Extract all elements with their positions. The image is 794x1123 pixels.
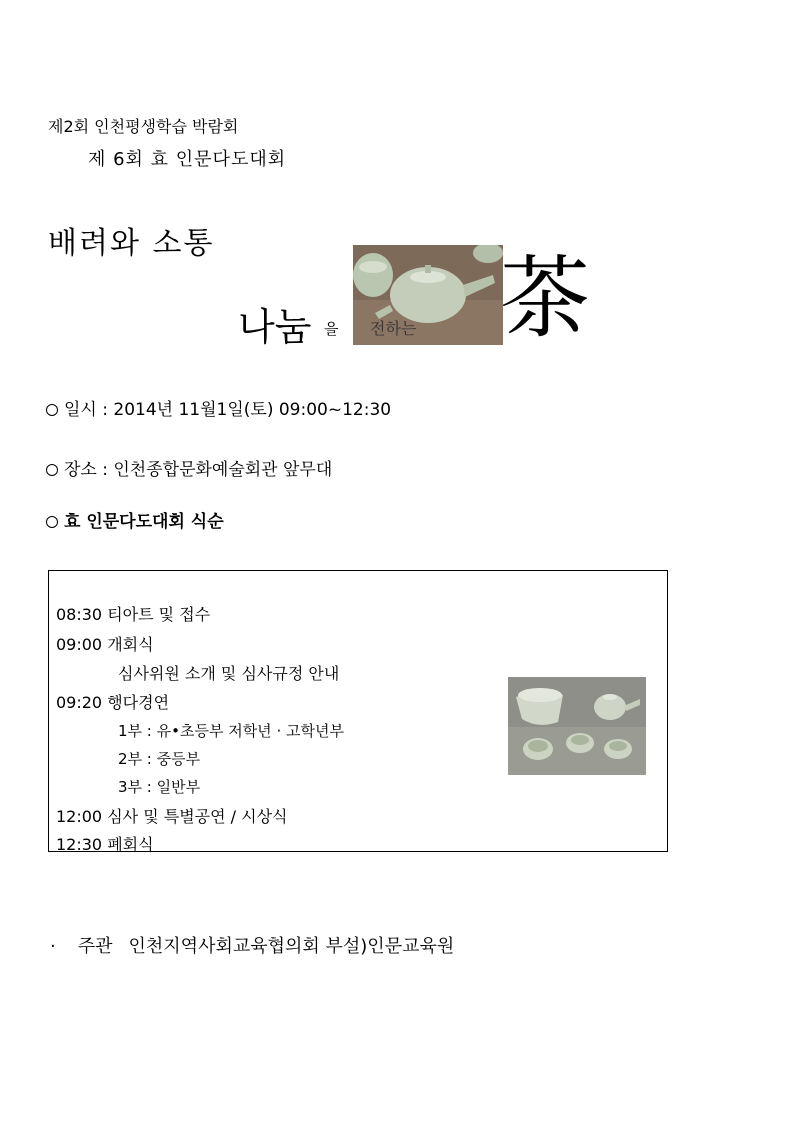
schedule-item: 심사위원 소개 및 심사규정 안내	[118, 664, 340, 683]
schedule-item: 3부 : 일반부	[118, 778, 201, 796]
organizer-label: 주관	[77, 936, 113, 957]
schedule-item: 09:00 개회식	[56, 635, 154, 654]
schedule-item: 09:20 행다경연	[56, 693, 170, 712]
schedule-item: 1부 : 유•초등부 저학년 · 고학년부	[118, 722, 344, 740]
headline-na-text: 나눔	[238, 305, 312, 349]
schedule-item: 12:30 폐회식	[56, 835, 154, 854]
schedule-item: 08:30 티아트 및 접수	[56, 605, 211, 624]
organizer-name: 인천지역사회교육협의회 부설)인문교육원	[128, 936, 455, 957]
celadon-tea-set-photo	[508, 677, 646, 775]
date-text: 일시 : 2014년 11월1일(토) 09:00~12:30	[64, 400, 392, 420]
event-title-line2: 제 6회 효 인문다도대회	[88, 149, 287, 170]
order-title-text: 효 인문다도대회 식순	[64, 512, 224, 532]
headline-eul-text: 을	[324, 320, 339, 338]
footer-bullet: ·	[50, 936, 56, 957]
schedule-item: 12:00 심사 및 특별공연 / 시상식	[56, 807, 288, 826]
order-title-line	[46, 507, 224, 532]
organizer-line	[50, 932, 454, 958]
place-line	[46, 455, 332, 480]
date-line	[46, 395, 391, 420]
circle-bullet-icon	[46, 464, 58, 476]
schedule-item: 2부 : 중등부	[118, 750, 201, 768]
circle-bullet-icon	[46, 404, 58, 416]
headline-line1: 배려와 소통	[48, 226, 215, 261]
event-title-line1: 제2회 인천평생학습 박람회	[48, 117, 239, 136]
place-text: 장소 : 인천종합문화예술회관 앞무대	[64, 460, 333, 480]
circle-bullet-icon	[46, 516, 58, 528]
tea-character: 茶	[500, 246, 590, 351]
headline-jeon-text: 전하는	[370, 319, 417, 338]
